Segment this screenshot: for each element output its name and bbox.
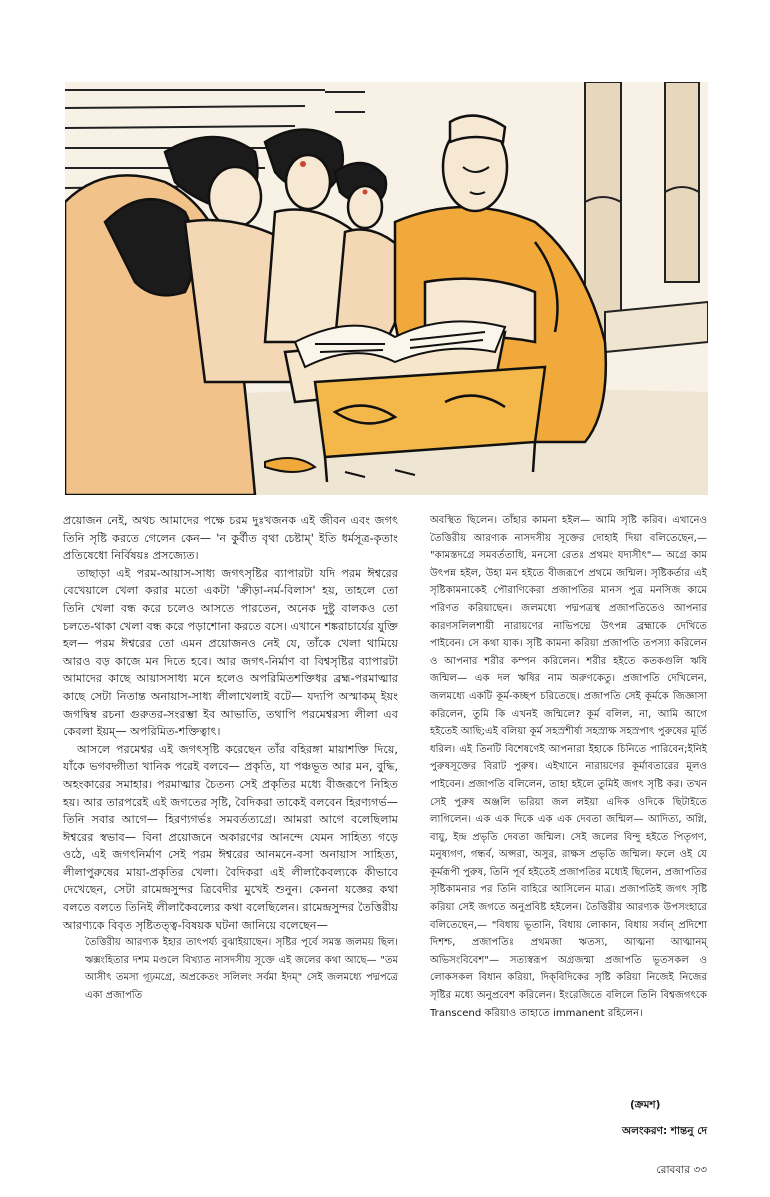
- paragraph: আসলে পরমেশ্বর এই জগৎসৃষ্টি করেছেন তাঁর বহিরঙ্গা মায়াশক্তি দিয়ে, যাঁকে ভগবদ্গীতা খানিক পরেই বলবে— প্রকৃতি, যা পঞ্চভূত আর মন, বুদ্ধি, অহংকারের সমাহার। পরমাত্মার চৈতন্য সেই প্রকৃতির মধ্যে বীজরূপে নিহিত হয়। আর তারপরেই এই জগতের সৃষ্টি, বৈদিকরা তাকেই বলবেন হিরণ্যগর্ভ— তিনি সবার আগে— হিরণ্যগর্ভঃ সমবর্তত্যগ্রে। আমরা আগে বলেছিলাম ঈশ্বরের স্বভাব— বিনা প্রয়োজনে অকারণের আনন্দে যেমন সাহিত্য গড়ে ওঠে, এই জগৎনির্মাণ সেই পরম ঈশ্বরের আনমনে-বসা অনায়াস সাহিত্য, লীলাপুরুষের মায়া-প্রকৃতির খেলা। বৈদিকরা এই লীলাকৈবল্যকে কীভাবে দেখেছেন, সেটা রামেন্দ্রসুন্দর ত্রিবেদীর মুখেই শুনুন। কেননা যজ্ঞের কথা বলতে বলতে তিনিই লীলাকৈবল্যের কথা বলেছিলেন। রামেন্দ্রসুন্দর তৈত্তিরীয় আরণ্যকে বিবৃত সৃষ্টিতত্ত্ব-বিষয়ক ঘটনা জানিয়ে বলেছেন—: [63, 742, 398, 932]
- paragraph: প্রয়োজন নেই, অথচ আমাদের পক্ষে চরম দুঃখজনক এই জীবন এবং জগৎ তিনি সৃষ্টি করতে গেলেন কেন— 'ন কুর্বীত বৃথা চেষ্টাম্' ইতি ধর্মসূত্র-কৃতাং প্রতিষেধো নির্বিষয়ঃ প্রসজ্যেত।: [63, 514, 398, 563]
- illustration-credit: অলংকরণ: শান্তনু দে: [622, 1125, 707, 1137]
- continued-marker: (ক্রমশ): [630, 1099, 661, 1111]
- paragraph: অবস্থিত ছিলেন। তাঁহার কামনা হইল— আমি সৃষ্টি করিব। এখানেও তৈত্তিরীয় আরণ্যক নাসদসীয় সূক্তের দোহাই দিয়া বলিতেছেন,— "কামস্তদগ্রে সমবর্ততাধি, মনসো রেতঃ প্রথমং যদাসীৎ"— অগ্রে কাম উৎপন্ন হইল, উহা মন হইতে বীজরূপে প্রথমে জন্মিল। সৃষ্টিকর্তার এই সৃষ্টিকামনাকেই পৌরাণিকেরা প্রজাপতির মানস পুত্র মনসিজ কামে পরিণত করিয়াছেন। জলমধ্যে পদ্মপত্রস্থ প্রজাপতিতেও আপনার কারণসলিলশায়ী নারায়ণের নাভিপদ্মে উৎপন্ন ব্রহ্মাকে দেখিতে পাইবেন। সে কথা যাক। সৃষ্টি কামনা করিয়া প্রজাপতি তপস্যা করিলেন ও আপনার শরীর কম্পন করিলেন। শরীর হইতে কতকগুলি ঋষি জন্মিল— এক দল ঋষির নাম অরুণকেতু। প্রজাপতি দেখিলেন, জলমধ্যে একটি কূর্ম-কচ্ছপ চরিতেছে। প্রজাপতি সেই কূর্মকে জিজ্ঞাসা করিলেন, তুমি কি এখনই জন্মিলে? কূর্ম বলিল, না, আমি আগে হইতেই আছি;এই বলিয়া কূর্ম সহস্রশীর্ষা সহস্রাক্ষ সহস্রপাৎ পুরুষের মূর্তি ধরিল। এই তিনটি বিশেষণেই আপনারা ইহাকে চিনিতে পারিবেন;ইনিই পুরুষসূক্তের বিরাট পুরুষ। এইখানে নারায়ণের কূর্মাবতারের মূলও পাইবেন। প্রজাপতি বলিলেন, তাহা হইলে তুমিই জগৎ সৃষ্টি কর। তখন সেই পুরুষ অঞ্জলি ভরিয়া জল লইয়া এদিক ওদিকে ছিটাইতে লাগিলেন। এক এক দিকে এক এক দেবতা জন্মিল— আদিত্য, অগ্নি, বায়ু, ইন্দ্র প্রভৃতি দেবতা জন্মিল। সেই জলের বিন্দু হইতে পিতৃগণ, মনুষ্যগণ, গন্ধর্ব, অপ্সরা, অসুর, রাক্ষস প্রভৃতি জন্মিল। ফলে ওই যে কূর্মরূপী পুরুষ, তিনি পূর্ব হইতেই প্রজাপতির মধ্যেই ছিলেন, প্রজাপতির সৃষ্টিকামনার পর তিনি বাহিরে আসিলেন মাত্র। প্রজাপতিই জগৎ সৃষ্টি করিয়া সেই জগতে অনুপ্রবিষ্ট হইলেন। তৈত্তিরীয় আরণ্যক উপসংহারে বলিতেছেন,— "বিধায় ভূতানি, বিধায় লোকান, বিধায় সর্বান্ প্রদিশো দিশশ্চ, প্রজাপতিঃ প্রথমজা ঋতস্য, আত্মনা আত্মানম্ অভিসংবিবেশ"— সত্যস্বরূপ অগ্রজন্মা প্রজাপতি ভূতসকল ও লোকসকল বিধান করিয়া, দিক্‌বিদিকের সৃষ্টি করিয়া নিজেই নিজের সৃষ্টির মধ্যে অনুপ্রবেশ করিলেন। ইংরেজিতে বলিলে তিনি বিশ্বজগৎকে Transcend করিয়াও তাহাতে immanent রহিলেন।: [430, 515, 707, 1019]
- paragraph: তাছাড়া এই পরম-আয়াস-সাধ্য জগৎসৃষ্টির ব্যাপারটা যদি পরম ঈশ্বরের বেখেয়ালে খেলা করার মতো একটা 'ক্রীড়া-নর্ম-বিলাস' হয়, তাহলে তো তিনি খেলা বন্ধ করে চলেও আসতে পারতেন, অনেক দুষ্টু বালকও তো চলতে-থাকা খেলা বন্ধ করে পড়াশোনা করতে বসে। এখানে শঙ্করাচার্যের যুক্তি হল— পরম ঈশ্বরের তো এমন প্রয়োজনও নেই যে, তাঁকে খেলা থামিয়ে আরও বড় কাজে মন দিতে হবে। আর জগৎ-নির্মাণ বা বিশ্বসৃষ্টির ব্যাপারটা আমাদের কাছে আয়াসসাধ্য মনে হলেও অপরিমিতশক্তিধর ব্রহ্ম-পরমাত্মার কাছে সেটা নিতান্ত অনায়াস-সাধ্য লীলাখেলাই বটে— যদ্যপি অস্মাকম্ ইয়ং জগদ্বিম্ব রচনা গুরুতর-সংরম্ভা ইব আভাতি, তথাপি পরমেশ্বরস্য লীলা এব কেবলা ইয়ম্— অপরিমিত-শক্তিত্বাৎ।: [63, 566, 398, 739]
- article-illustration: [65, 82, 708, 495]
- article-column-left: [63, 512, 398, 1005]
- illustration-drawing: [65, 82, 708, 495]
- block-quote: তৈত্তিরীয় আরণ্যক ইহার তাৎপর্য্য বুঝাইয়াছেন। সৃষ্টির পূর্বে সমস্ত জলময় ছিল। ঋক্সংহিতার দশম মণ্ডলে বিখ্যাত নাসদসীয় সূক্তে এই জলের কথা আছে— "তম আসীৎ তমসা গূঢ়মগ্রে, অপ্রকেতং সলিলং সর্বমা ইদম্" সেই জলমধ্যে পদ্মপত্রে একা প্রজাপতি: [85, 937, 398, 1002]
- article-column-right: [430, 512, 707, 1022]
- page-folio: রোববার ৩৩: [656, 1164, 707, 1176]
